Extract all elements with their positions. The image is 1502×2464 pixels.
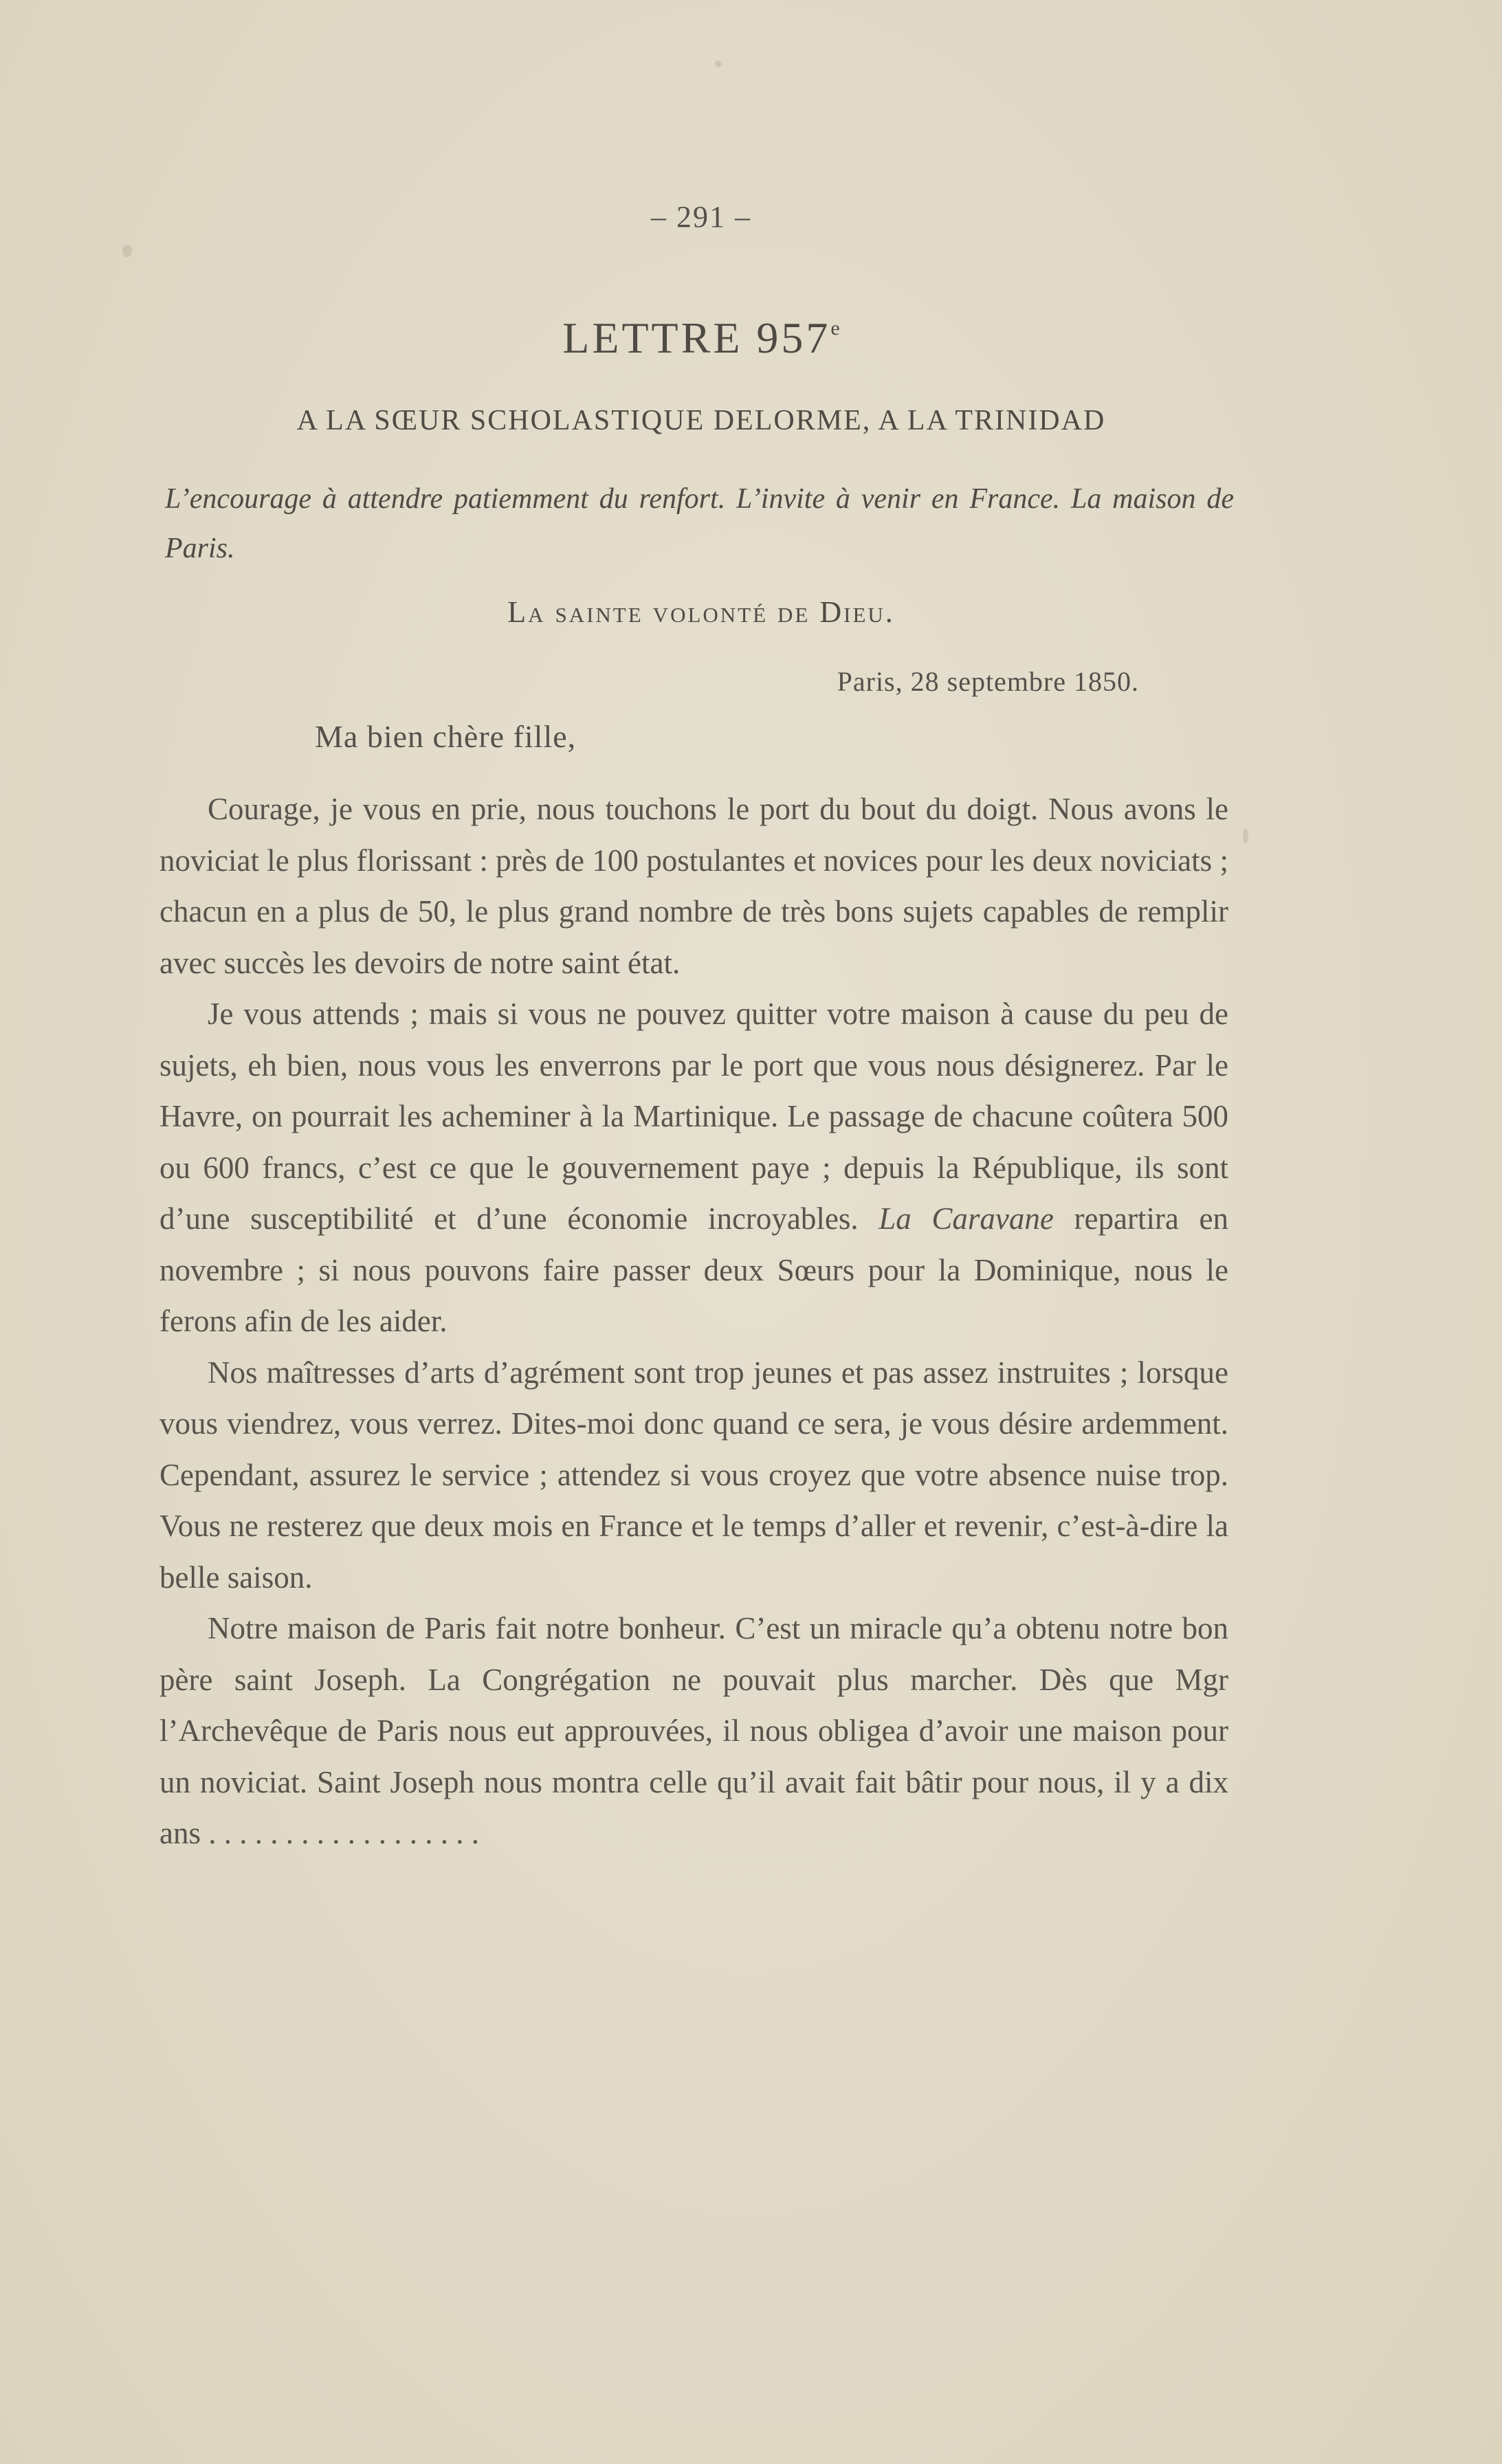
- letter-title-text: LETTRE 957: [562, 313, 831, 362]
- paragraph-text: repartira en novembre ; si nous pouvons faire passer deux Sœurs pour la Dominique, nous le ferons afin de les aider.: [159, 1201, 1229, 1338]
- paragraph: Nos maîtresses d’arts d’agrément sont trop jeunes et pas assez instruites ; lorsque vous viendrez, vous verrez. Dites-moi donc quand ce sera, je vous désire ardemment. Cependant, assurez le service ; attendez si vous croyez que votre absence nuise trop. Vous ne resterez que deux mois en France et le temps d’aller et revenir, c’est-à-dire la belle saison.: [159, 1355, 1228, 1595]
- paper-spot: [122, 245, 132, 257]
- paragraph-text: Je vous attends ; mais si vous ne pouvez quitter votre maison à cause du peu de sujets, eh bien, nous vous les enverrons par le port que vous nous désignerez. Par le Havre, on pourrait les acheminer à la Martinique. Le passage de chacune coûtera 500 ou 600 francs, c’est ce que le gouvernement paye ; depuis la République, ils sont d’une susceptibilité et d’une économie incroyables.: [159, 997, 1228, 1236]
- dateline: Paris, 28 septembre 1850.: [837, 666, 1139, 697]
- paragraph: [159, 988, 1228, 1347]
- ship-name: La Caravane: [879, 1201, 1054, 1236]
- letter-title-superscript: e: [830, 317, 840, 340]
- paper-spot: [1243, 828, 1248, 843]
- letter-summary: L’encourage à attendre patiemment du renfort. L’invite à venir en France. La maison de Paris.: [165, 483, 1234, 564]
- letter-body: [159, 784, 1228, 1859]
- paper-spot: [715, 60, 722, 67]
- paragraph: Courage, je vous en prie, nous touchons le port du bout du doigt. Nous avons le noviciat le plus florissant : près de 100 postulantes et novices pour les deux noviciats ; chacun en a plus de 50, le plus grand nombre de très bons sujets capables de remplir avec succès les devoirs de notre saint état.: [159, 792, 1228, 980]
- paragraph: [159, 1603, 1228, 1859]
- motto: La sainte volonté de Dieu.: [507, 595, 895, 629]
- letter-title: [0, 313, 1402, 364]
- salutation: Ma bien chère fille,: [315, 719, 577, 754]
- page-number: – 291 –: [651, 200, 751, 234]
- recipient-heading: A LA SŒUR SCHOLASTIQUE DELORME, A LA TRINIDAD: [296, 405, 1106, 436]
- paragraph-text: Notre maison de Paris fait notre bonheur. C’est un miracle qu’a obtenu notre bon père saint Joseph. La Congrégation ne pouvait plus marcher. Dès que Mgr l’Archevêque de Paris nous eut approuvées, il nous obligea d’avoir une maison pour un noviciat. Saint Joseph nous montra celle qu’il avait fait bâtir pour nous, il y a dix ans: [159, 1611, 1228, 1850]
- ellipsis-leader: . . . . . . . . . . . . . . . . . .: [201, 1816, 479, 1850]
